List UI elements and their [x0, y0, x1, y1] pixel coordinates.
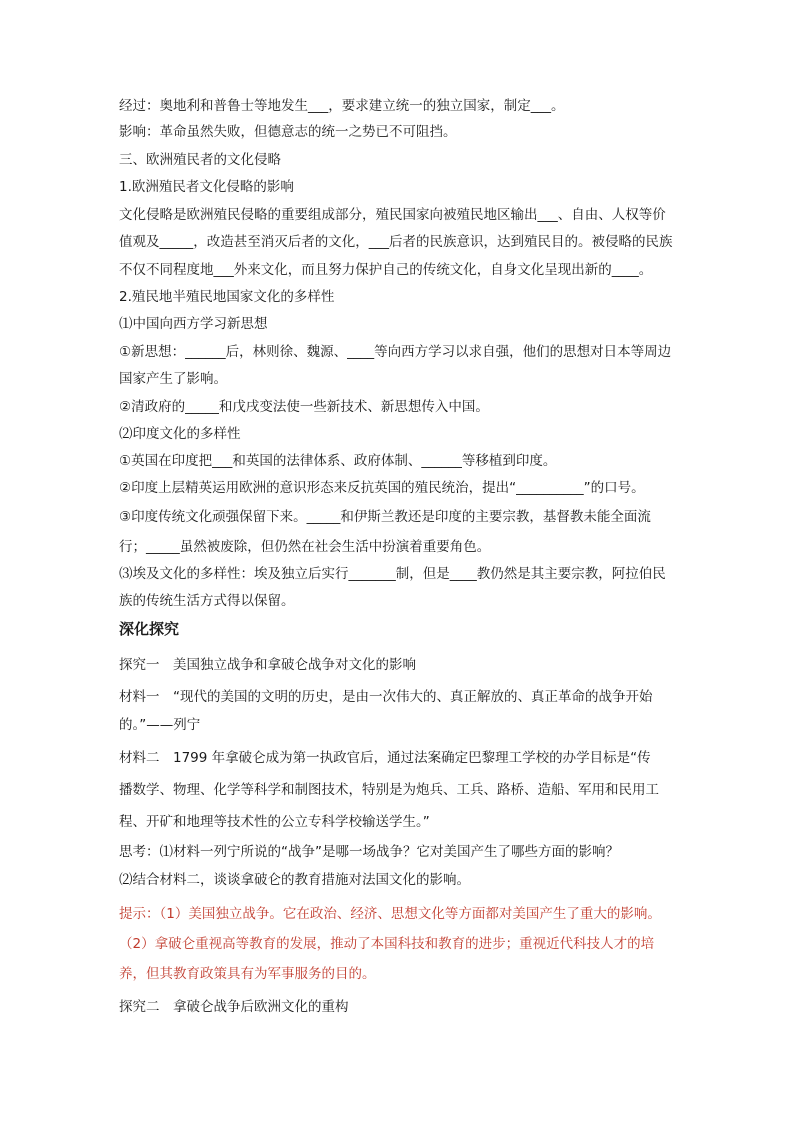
answer-two-line1: （2）拿破仑重视高等教育的发展，推动了本国科技和教育的进步；重视近代科技人才的培	[119, 936, 655, 952]
paragraph-impact: 影响：革命虽然失败，但德意志的统一之势已不可阻挡。	[119, 124, 457, 140]
paragraph-aggression-line3: 不仅不同程度地___外来文化，而且努力保护自己的传统文化，自身文化呈现出新的____。	[119, 262, 653, 278]
material-one-line1: 材料一 “现代的美国的文明的历史，是由一次伟大的、真正解放的、真正革命的战争开始	[119, 689, 653, 705]
item-india-3-line1: ③印度传统文化顽强保留下来。_____和伊斯兰教还是印度的主要宗教，基督教未能全面流	[119, 509, 651, 525]
item-china-2: ②清政府的_____和戊戌变法使一些新技术、新思想传入中国。	[119, 399, 489, 415]
item-china-title: ⑴中国向西方学习新思想	[119, 316, 268, 332]
paragraph-process: 经过：奥地利和普鲁士等地发生___，要求建立统一的独立国家，制定___。	[119, 98, 565, 114]
answer-one: 提示：（1）美国独立战争。它在政治、经济、思想文化等方面都对美国产生了重大的影响。	[119, 906, 661, 922]
heading-deep-inquiry: 深化探究	[119, 620, 180, 638]
item-china-1-line1: ①新思想：______后，林则徐、魏源、____等向西方学习以求自强，他们的思想对日本等周边	[119, 344, 672, 360]
item-egypt-line2: 族的传统生活方式得以保留。	[119, 593, 295, 609]
paragraph-aggression-line2: 值观及_____，改造甚至消灭后者的文化，___后者的民族意识，达到殖民目的。被侵略的民族	[119, 234, 673, 250]
subsection-title-2: 2.殖民地半殖民地国家文化的多样性	[119, 289, 335, 305]
question-one: 思考：⑴材料一列宁所说的“战争”是哪一场战争？它对美国产生了哪些方面的影响？	[119, 844, 619, 860]
material-two-line1: 材料二 1799 年拿破仑成为第一执政官后，通过法案确定巴黎理工学校的办学目标是“传	[119, 750, 651, 766]
material-one-line2: 的。”——列宁	[119, 717, 201, 733]
item-egypt-line1: ⑶埃及文化的多样性：埃及独立后实行_______制，但是____教仍然是其主要宗教，阿拉伯民	[119, 566, 666, 582]
item-india-title: ⑵印度文化的多样性	[119, 426, 241, 442]
inquiry-two-title: 探究二 拿破仑战争后欧洲文化的重构	[119, 999, 349, 1015]
question-two: ⑵结合材料二，谈谈拿破仑的教育措施对法国文化的影响。	[119, 872, 470, 888]
item-india-2: ②印度上层精英运用欧洲的意识形态来反抗英国的殖民统治，提出“__________”的口号。	[119, 480, 645, 496]
item-china-1-line2: 国家产生了影响。	[119, 371, 227, 387]
inquiry-one-title: 探究一 美国独立战争和拿破仑战争对文化的影响	[119, 657, 416, 673]
material-two-line2: 播数学、物理、化学等科学和制图技术，特别是为炮兵、工兵、路桥、造船、军用和民用工	[119, 782, 659, 798]
material-two-line3: 程、开矿和地理等技术性的公立专科学校输送学生。”	[119, 814, 430, 830]
subsection-title-1: 1.欧洲殖民者文化侵略的影响	[119, 179, 294, 195]
section-title-cultural-aggression: 三、欧洲殖民者的文化侵略	[119, 152, 281, 168]
answer-two-line2: 养，但其教育政策具有为军事服务的目的。	[119, 966, 376, 982]
item-india-1: ①英国在印度把___和英国的法律体系、政府体制、______等移植到印度。	[119, 453, 557, 469]
item-india-3-line2: 行；_____虽然被废除，但仍然在社会生活中扮演着重要角色。	[119, 539, 491, 555]
paragraph-aggression-line1: 文化侵略是欧洲殖民侵略的重要组成部分，殖民国家向被殖民地区输出___、自由、人权等价	[119, 207, 666, 223]
